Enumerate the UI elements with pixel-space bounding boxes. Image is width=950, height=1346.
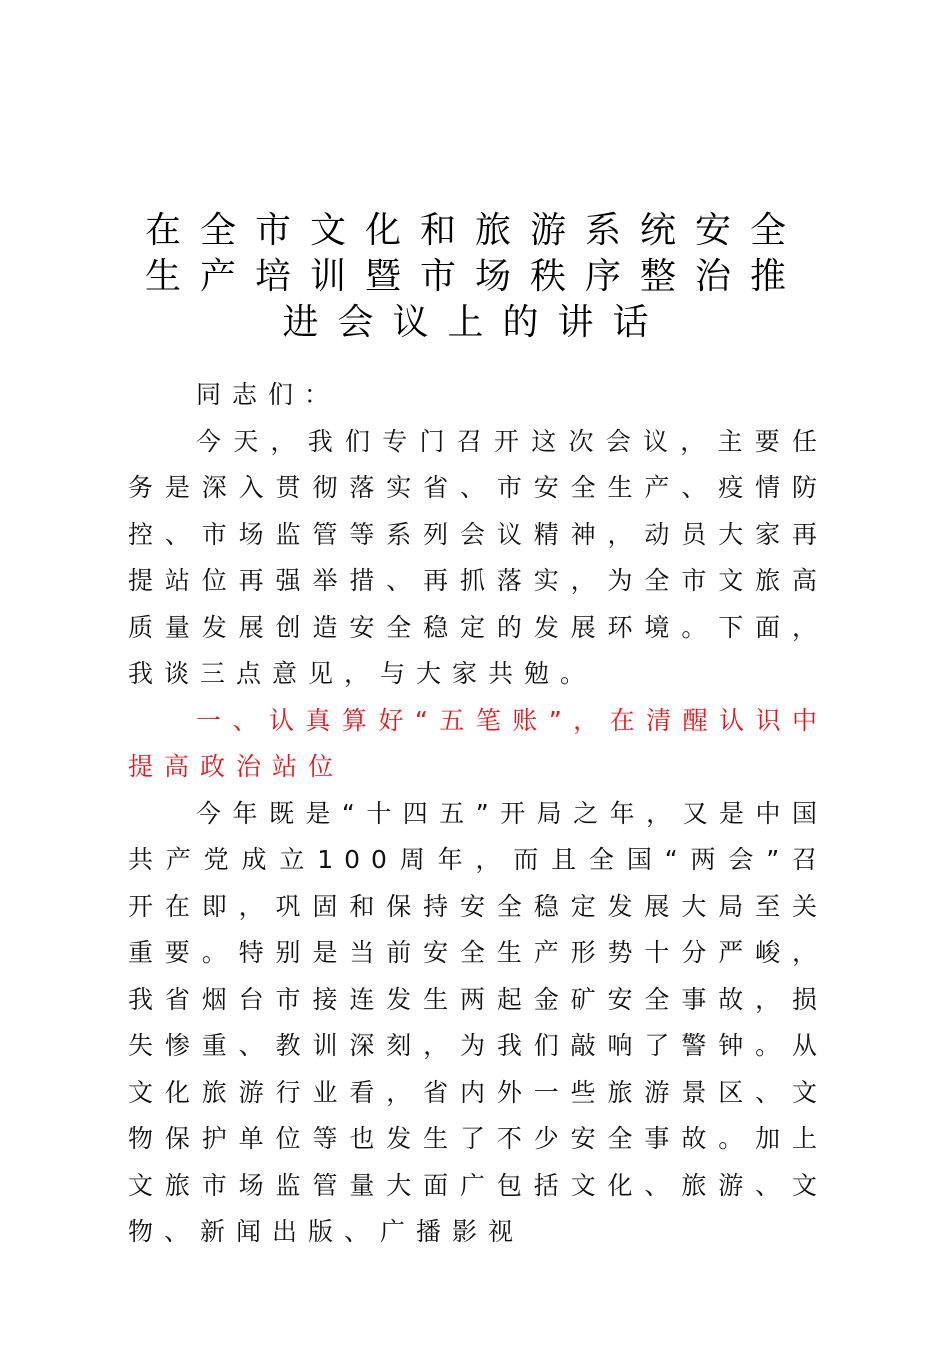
document-title: 在全市文化和旅游系统安全生产培训暨市场秩序整治推进会议上的讲话 [144,210,805,343]
paragraph-intro: 今天，我们专门召开这次会议，主要任务是深入贯彻落实省、市安全生产、疫情防控、市场监管等系列会议精神，动员大家再提站位再强举措、再抓落实，为全市文旅高质量发展创造安全稳定的发展环境。下面，我谈三点意见，与大家共勉。 [128,426,828,688]
salutation: 同志们： [196,380,341,409]
section-heading-1: 一、认真算好“五笔账”，在清醒认识中提高政治站位 [128,705,828,781]
document-body [128,372,828,1256]
paragraph-section-1: 今年既是“十四五”开局之年，又是中国共产党成立100周年，而且全国“两会”召开在即，巩固和保持安全稳定发展大局至关重要。特别是当前安全生产形势十分严峻，我省烟台市接连发生两起金矿安全事故，损失惨重、教训深刻，为我们敲响了警钟。从文化旅游行业看，省内外一些旅游景区、文物保护单位等也发生了不少安全事故。加上文旅市场监管量大面广包括文化、旅游、文物、新闻出版、广播影视 [128,798,828,1246]
